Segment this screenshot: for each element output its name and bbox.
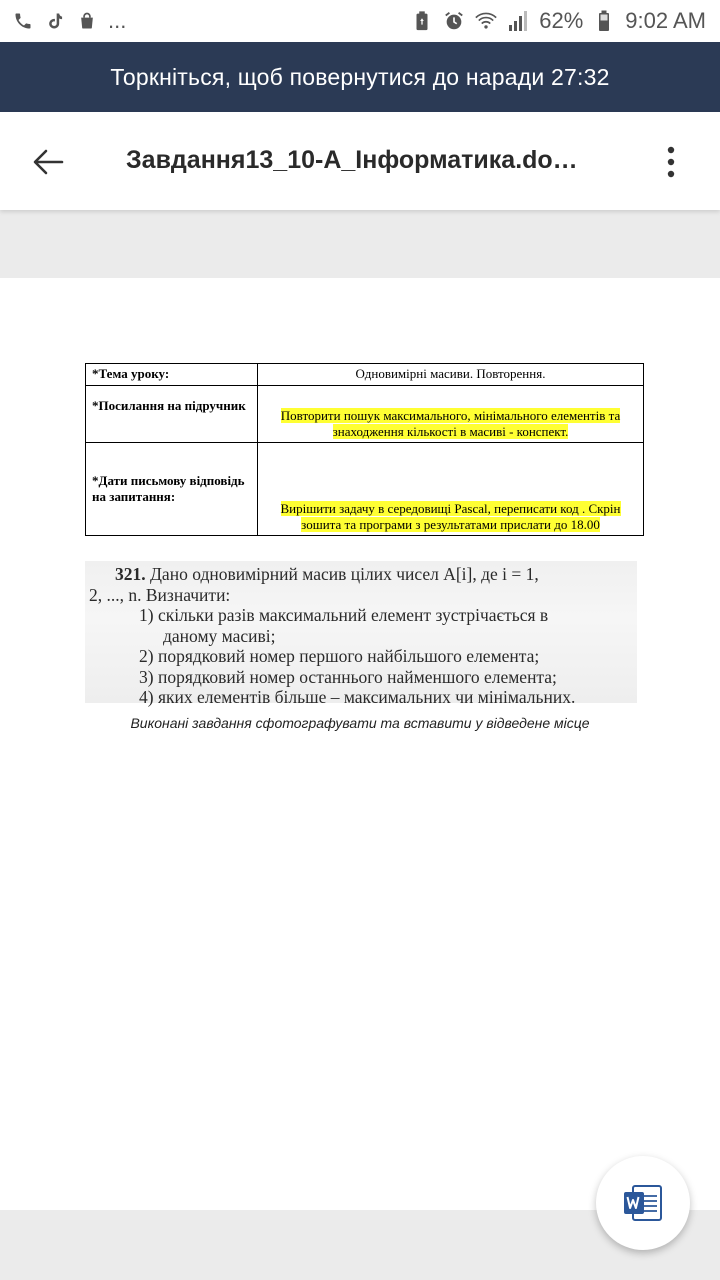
document-title: Завдання13_10-А_Інформатика.do… [126, 146, 578, 174]
table-value [258, 364, 644, 386]
task-item: даному масиві; [163, 625, 276, 646]
battery-icon [593, 10, 615, 32]
status-right [411, 8, 706, 34]
table-row [86, 443, 644, 536]
table-value [258, 386, 644, 443]
alarm-icon [443, 10, 465, 32]
task-line: 2, ..., n. Визначити: [89, 584, 231, 605]
table-label: *Посилання на підручник [86, 386, 258, 443]
status-left [12, 8, 126, 34]
tiktok-icon [44, 10, 66, 32]
more-options-button[interactable] [652, 142, 690, 182]
table-value [258, 443, 644, 536]
wifi-icon [475, 10, 497, 32]
app-toolbar [0, 112, 720, 210]
battery-saver-icon [411, 10, 433, 32]
instruction-note: Виконані завдання сфотографувати та вставити у відведене місце [130, 715, 590, 731]
phone-icon [12, 10, 34, 32]
task-image [85, 561, 637, 707]
status-bar [0, 0, 720, 42]
table-row [86, 386, 644, 443]
table-value-text: Одновимірні масиви. Повторення. [355, 366, 546, 381]
task-number: 321. [115, 564, 146, 584]
task-text: Дано одновимірний масив цілих чисел A[i], де i = 1, [150, 564, 539, 584]
signal-icon [507, 10, 529, 32]
table-value-text: Повторити пошук максимального, мінімального елементів та знаходження кількості в масиві - конспект. [280, 408, 621, 439]
word-icon [623, 1184, 663, 1222]
task-line [89, 564, 633, 585]
status-time: 9:02 AM [625, 8, 706, 33]
status-ellipsis: ... [108, 8, 127, 33]
return-to-meeting-banner[interactable] [0, 42, 720, 112]
shopping-bag-icon [76, 10, 98, 32]
more-vert-icon [667, 146, 675, 178]
back-button[interactable] [28, 142, 68, 182]
document-page[interactable] [0, 278, 720, 1210]
table-row [86, 364, 644, 386]
table-label: *Дати письмову відповідь на запитання: [86, 443, 258, 536]
meeting-banner-text: Торкніться, щоб повернутися до наради 27:32 [110, 63, 610, 90]
task-item: 2) порядковий номер першого найбільшого елемента; [139, 646, 540, 666]
task-item: 3) порядковий номер останнього найменшого елемента; [139, 666, 557, 687]
open-in-word-button[interactable] [596, 1156, 690, 1250]
table-value-text: Вирішити задачу в середовищі Pascal, переписати код . Скрін зошита та програми з результатами прислати до 18.00 [280, 501, 621, 532]
back-arrow-icon [31, 145, 65, 179]
task-item: 4) яких елементів більше – максимальних чи мінімальних. [139, 687, 576, 707]
task-item: 1) скільки разів максимальний елемент зустрічається в [139, 605, 549, 625]
table-label: *Тема уроку: [86, 364, 258, 386]
lesson-table [85, 363, 644, 536]
battery-percent: 62% [539, 8, 584, 33]
